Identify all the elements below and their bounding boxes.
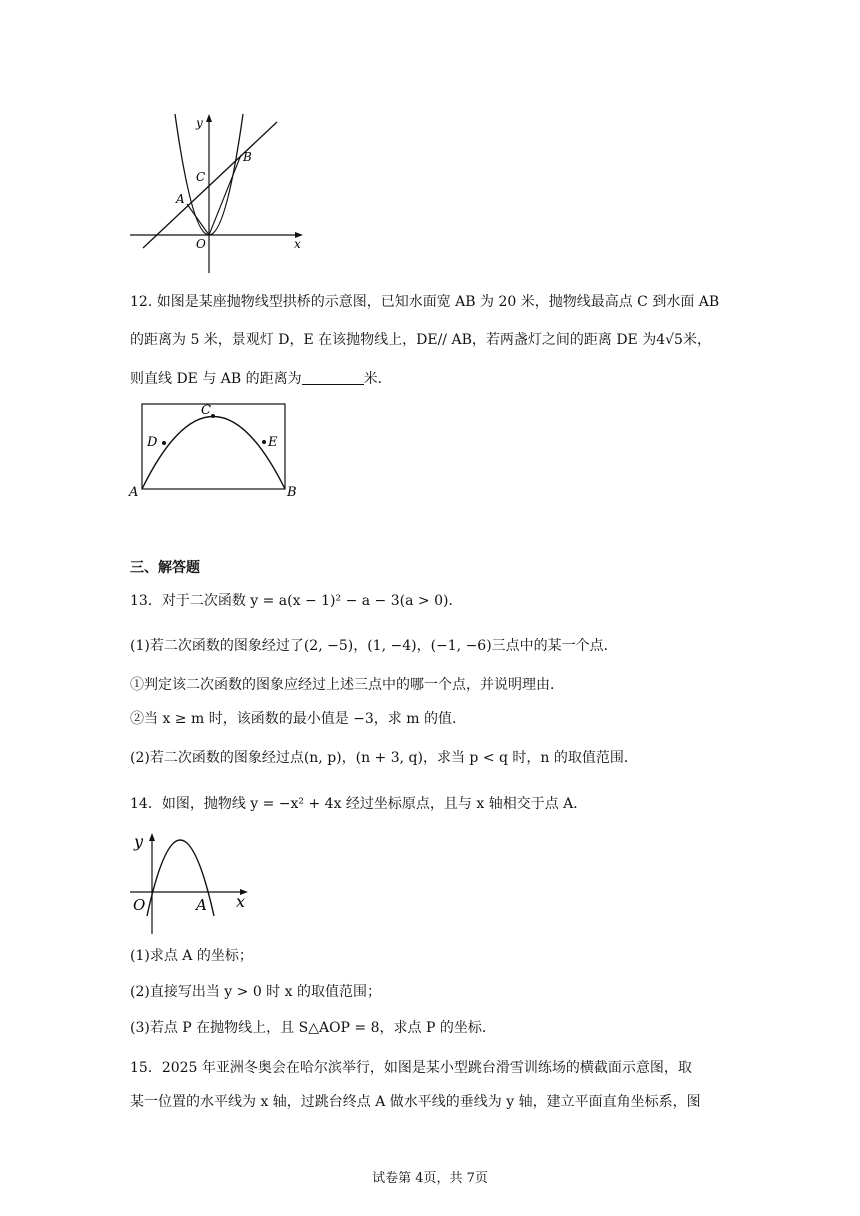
- segment-oa: [187, 204, 209, 235]
- y-axis-label: y: [134, 832, 144, 851]
- point-c-label: C: [196, 170, 206, 184]
- q13-part1a: ①判定该二次函数的图象应经过上述三点中的哪一个点，并说明理由．: [130, 677, 564, 693]
- origin-label: O: [196, 237, 206, 251]
- q13-part1b: ②当 x ≥ m 时，该函数的最小值是 −3，求 m 的值．: [130, 711, 466, 727]
- point-b-label: B: [287, 485, 297, 500]
- point-a-label: A: [176, 192, 185, 206]
- q13-part1: (1)若二次函数的图象经过了(2, −5)，(1, −4)，(−1, −6)三点中的某一个点．: [130, 638, 618, 654]
- q14-part2: (2)直接写出当 y > 0 时 x 的取值范围；: [130, 984, 381, 1000]
- arch-parabola: [142, 417, 285, 490]
- q12-line1: 12. 如图是某座抛物线型拱桥的示意图，已知水面宽 AB 为 20 米，抛物线最高点 C 到水面 AB: [130, 294, 720, 310]
- q12-line2: 的距离为 5 米，景观灯 D，E 在该抛物线上，DE// AB，若两盏灯之间的距离 DE 为4√5米，: [130, 332, 711, 348]
- figure-parabola-origin: [128, 830, 258, 938]
- point-d: [162, 441, 166, 445]
- point-e: [262, 440, 266, 444]
- q14-stem: 14．如图，抛物线 y = −x² + 4x 经过坐标原点，且与 x 轴相交于点 A．: [130, 796, 588, 812]
- x-axis-label: x: [236, 892, 246, 911]
- y-axis-label: y: [196, 116, 203, 130]
- point-e-label: E: [268, 435, 278, 450]
- q14-part1: (1)求点 A 的坐标；: [130, 948, 253, 964]
- point-c: [211, 414, 215, 418]
- q14-part3: (3)若点 P 在抛物线上，且 S△AOP = 8，求点 P 的坐标．: [130, 1020, 496, 1036]
- q13-stem: 13．对于二次函数 y = a(x − 1)² − a − 3(a > 0)．: [130, 593, 463, 609]
- page-footer: 试卷第 4页，共 7页: [372, 1171, 488, 1186]
- q13-part2: (2)若二次函数的图象经过点(n, p)，(n + 3, q)，求当 p < q 时，n 的取值范围．: [130, 750, 638, 766]
- segment-ob: [209, 155, 241, 235]
- q12-line3-prefix: 则直线 DE 与 AB 的距离为: [130, 371, 302, 387]
- figure-arch-bridge: [127, 400, 307, 505]
- q15-line1: 15．2025 年亚洲冬奥会在哈尔滨举行，如图是某小型跳台滑雪训练场的横截面示意图，取: [130, 1060, 692, 1076]
- q12-line3: [130, 369, 735, 389]
- point-a-label: A: [196, 896, 207, 914]
- q12-line3-suffix: 米．: [363, 371, 392, 387]
- section-title: 三、解答题: [130, 560, 200, 576]
- line-ab: [143, 122, 277, 248]
- point-d-label: D: [147, 435, 158, 450]
- point-a-label: A: [129, 485, 139, 500]
- origin-label: O: [133, 896, 146, 914]
- y-axis-arrow: [206, 114, 212, 122]
- figure-parabola-line: [125, 108, 305, 278]
- point-c-label: C: [201, 403, 211, 418]
- q15-line2: 某一位置的水平线为 x 轴，过跳台终点 A 做水平线的垂线为 y 轴，建立平面直角坐标系，图: [130, 1094, 701, 1110]
- y-axis-arrow: [149, 833, 155, 841]
- x-axis-label: x: [294, 237, 301, 251]
- point-b-label: B: [243, 150, 252, 164]
- answer-blank[interactable]: [302, 370, 364, 385]
